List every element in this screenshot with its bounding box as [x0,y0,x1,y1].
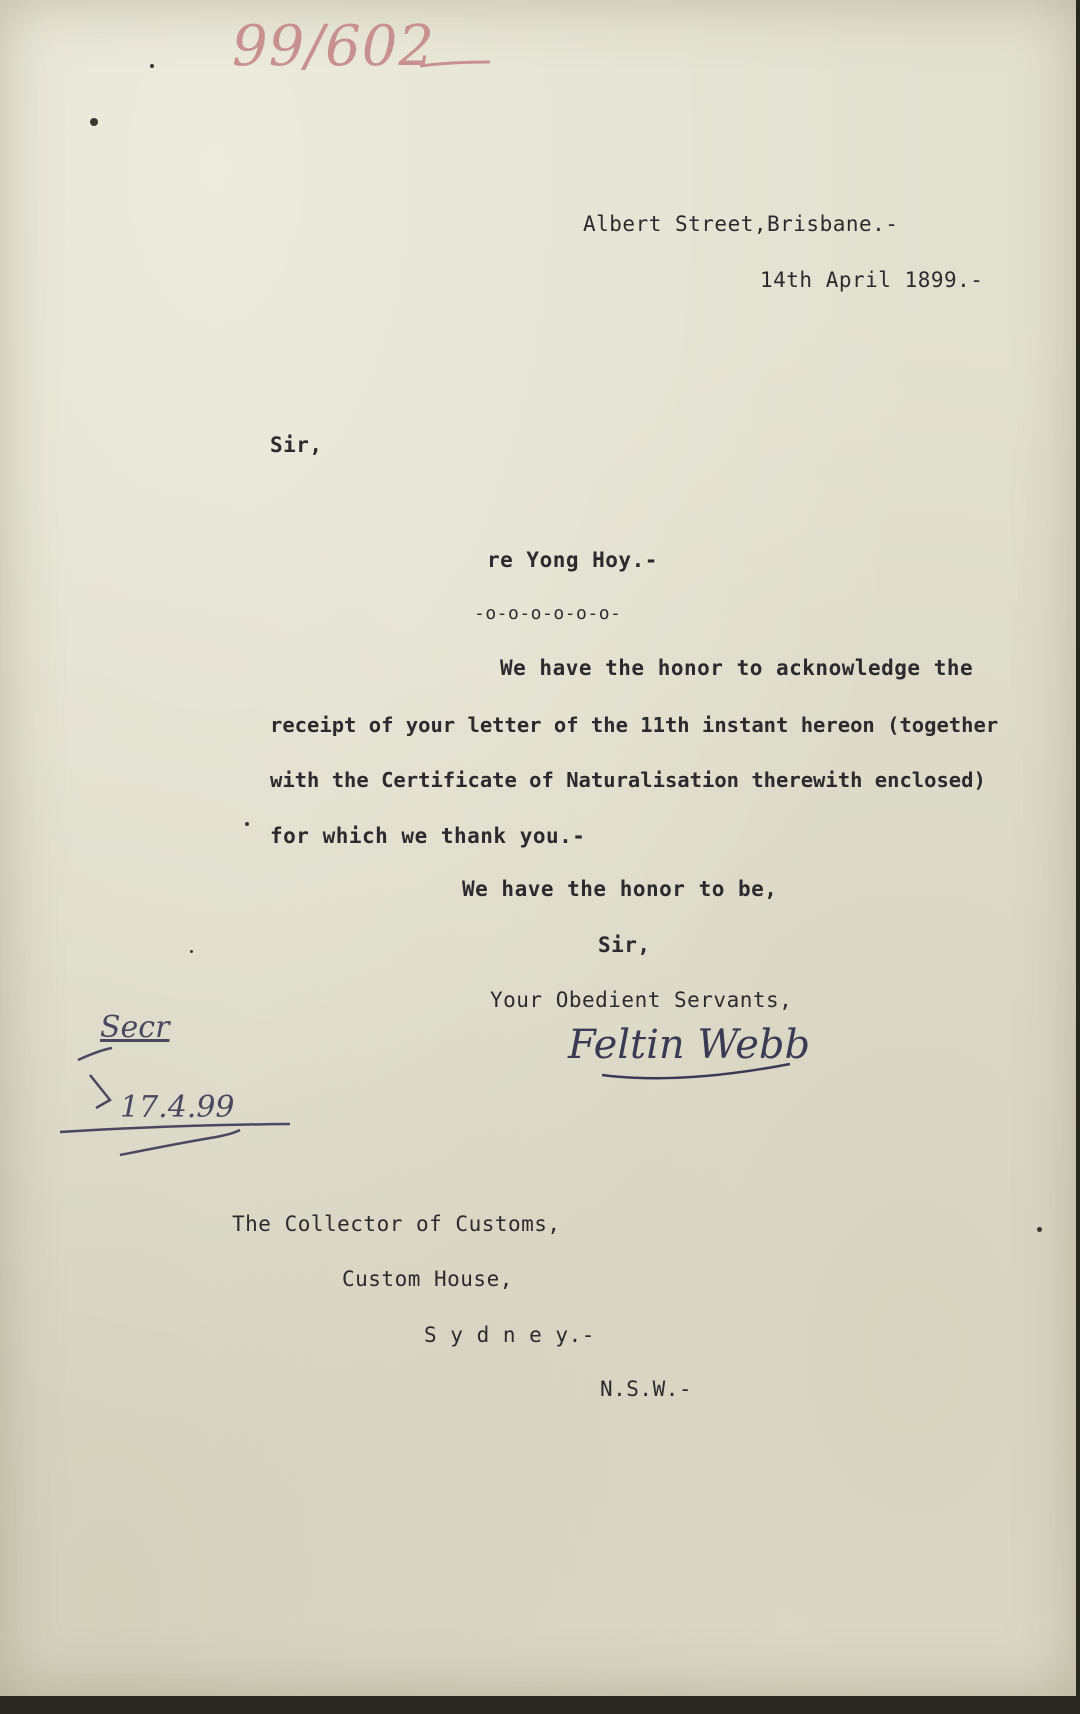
ink-speck [150,64,154,68]
signature: Feltin Webb [568,1022,811,1068]
closing-sir: Sir, [598,933,651,957]
sender-address: Albert Street,Brisbane.- [583,212,899,236]
closing-line: We have the honor to be, [462,877,778,901]
margin-note-secr: Secr [100,1010,170,1045]
ink-speck [1037,1227,1042,1232]
addressee-line-4: N.S.W.- [600,1377,693,1401]
subject-divider: -o-o-o-o-o-o- [474,603,622,624]
ink-speck [90,118,98,126]
closing-servants: Your Obedient Servants, [490,988,793,1012]
body-line-3: with the Certificate of Naturalisation therewith enclosed) [270,768,986,792]
addressee-line-1: The Collector of Customs, [232,1212,561,1236]
body-line-4: for which we thank you.- [270,824,586,848]
file-reference: 99/602 [232,14,436,79]
salutation: Sir, [270,433,323,457]
ink-speck [190,950,193,953]
letter-date: 14th April 1899.- [760,268,984,292]
addressee-line-2: Custom House, [342,1267,513,1291]
ink-speck [245,822,249,826]
subject-line: re Yong Hoy.- [487,548,658,572]
body-line-2: receipt of your letter of the 11th instant hereon (together [270,713,999,737]
margin-note-date: 17.4.99 [120,1090,235,1125]
body-line-1: We have the honor to acknowledge the [500,656,974,680]
addressee-line-3: S y d n e y.- [424,1323,595,1347]
